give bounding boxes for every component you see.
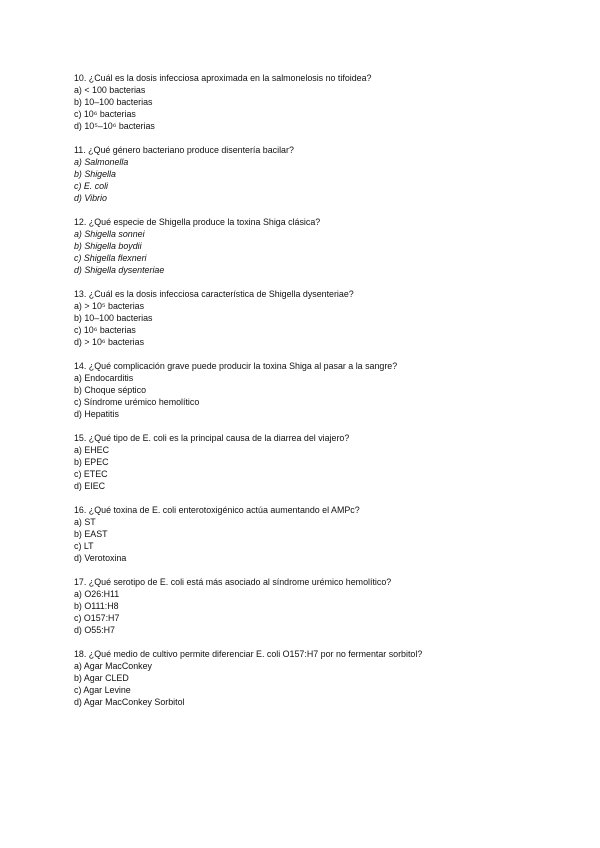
- question-17: [74, 576, 544, 636]
- question-18: [74, 648, 544, 708]
- option-c: c) 10⁶ bacterias: [74, 109, 136, 119]
- option-b: b) Choque séptico: [74, 385, 147, 395]
- option-b: b) Agar CLED: [74, 673, 129, 683]
- option-d: d) Shigella dysenteriae: [74, 265, 165, 275]
- option-c: c) LT: [74, 541, 94, 551]
- option-a: a) O26:H11: [74, 589, 120, 599]
- question-title: 18. ¿Qué medio de cultivo permite diferenciar E. coli O157:H7 por no fermentar sorbitol?: [74, 649, 423, 659]
- option-c: c) O157:H7: [74, 613, 120, 623]
- option-d: d) Vibrio: [74, 193, 107, 203]
- question-title: 15. ¿Qué tipo de E. coli es la principal causa de la diarrea del viajero?: [74, 433, 350, 443]
- option-c: c) Síndrome urémico hemolítico: [74, 397, 200, 407]
- option-d: d) Hepatitis: [74, 409, 119, 419]
- option-d: d) Agar MacConkey Sorbitol: [74, 697, 185, 707]
- question-12: [74, 216, 544, 276]
- option-a: a) Endocarditis: [74, 373, 134, 383]
- question-title: 11. ¿Qué género bacteriano produce disentería bacilar?: [74, 145, 294, 155]
- option-c: c) Agar Levine: [74, 685, 131, 695]
- question-10: [74, 72, 544, 132]
- option-d: d) 10⁵–10⁶ bacterias: [74, 121, 155, 131]
- option-b: b) EAST: [74, 529, 108, 539]
- option-a: a) ST: [74, 517, 96, 527]
- option-a: a) < 100 bacterias: [74, 85, 146, 95]
- question-16: [74, 504, 544, 564]
- option-b: b) O111:H8: [74, 601, 119, 611]
- question-title: 17. ¿Qué serotipo de E. coli está más asociado al síndrome urémico hemolítico?: [74, 577, 392, 587]
- question-list: [74, 72, 544, 720]
- option-d: d) O55:H7: [74, 625, 115, 635]
- question-title: 12. ¿Qué especie de Shigella produce la toxina Shiga clásica?: [74, 217, 321, 227]
- question-title: 13. ¿Cuál es la dosis infecciosa característica de Shigella dysenteriae?: [74, 289, 354, 299]
- option-c: c) 10⁶ bacterias: [74, 325, 136, 335]
- option-a: a) > 10⁵ bacterias: [74, 301, 145, 311]
- option-b: b) 10–100 bacterias: [74, 97, 153, 107]
- question-15: [74, 432, 544, 492]
- option-d: d) EIEC: [74, 481, 106, 491]
- option-c: c) Shigella flexneri: [74, 253, 147, 263]
- option-d: d) > 10⁶ bacterias: [74, 337, 145, 347]
- option-c: c) ETEC: [74, 469, 108, 479]
- question-14: [74, 360, 544, 420]
- question-title: 14. ¿Qué complicación grave puede producir la toxina Shiga al pasar a la sangre?: [74, 361, 398, 371]
- option-a: a) Agar MacConkey: [74, 661, 152, 671]
- option-b: b) Shigella boydii: [74, 241, 142, 251]
- option-b: b) EPEC: [74, 457, 109, 467]
- option-a: a) Shigella sonnei: [74, 229, 145, 239]
- option-d: d) Verotoxina: [74, 553, 127, 563]
- question-13: [74, 288, 544, 348]
- question-title: 16. ¿Qué toxina de E. coli enterotoxigénico actúa aumentando el AMPc?: [74, 505, 360, 515]
- option-a: a) EHEC: [74, 445, 110, 455]
- question-11: [74, 144, 544, 204]
- option-b: b) 10–100 bacterias: [74, 313, 153, 323]
- option-a: a) Salmonella: [74, 157, 129, 167]
- option-b: b) Shigella: [74, 169, 116, 179]
- option-c: c) E. coli: [74, 181, 109, 191]
- question-title: 10. ¿Cuál es la dosis infecciosa aproximada en la salmonelosis no tifoidea?: [74, 73, 372, 83]
